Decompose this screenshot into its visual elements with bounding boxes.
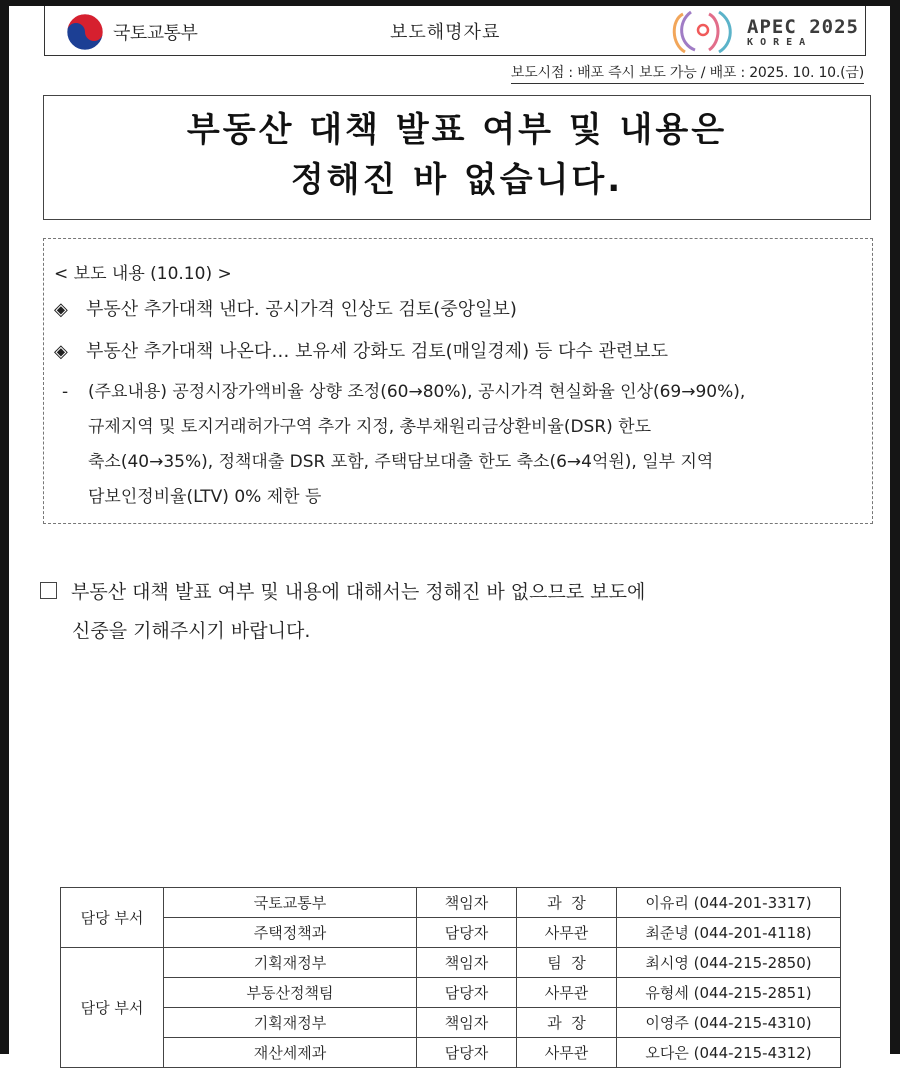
title-cell: 팀 장 (517, 948, 617, 978)
diamond-bullet-icon: ◈ (54, 341, 68, 362)
org-cell: 기획재정부 (164, 948, 417, 978)
report-details (62, 375, 862, 515)
report-item-text: 부동산 추가대책 나온다… 보유세 강화도 검토(매일경제) 등 다수 관련보도 (86, 341, 669, 362)
name-phone-cell: 이유리 (044-201-3317) (617, 888, 841, 918)
org-cell: 부동산정책팀 (164, 978, 417, 1008)
name-phone-cell: 유형세 (044-215-2851) (617, 978, 841, 1008)
table-row (61, 1008, 841, 1038)
release-info: 보도시점 : 배포 즉시 보도 가능 / 배포 : 2025. 10. 10.(금) (511, 62, 864, 84)
role-cell: 책임자 (417, 888, 517, 918)
name-phone-cell: 최시영 (044-215-2850) (617, 948, 841, 978)
headline-box (43, 95, 871, 220)
reports-heading: < 보도 내용 (10.10) > (54, 264, 232, 284)
contacts-table (60, 887, 841, 1068)
detail-dash: - (62, 382, 69, 402)
checkbox-square-icon (40, 582, 57, 599)
dept-label-cell: 담당 부서 (61, 948, 164, 1068)
apec-swirl-icon (669, 8, 741, 56)
role-cell: 담당자 (417, 918, 517, 948)
role-cell: 책임자 (417, 1008, 517, 1038)
taegeuk-emblem-icon (65, 12, 105, 52)
org-cell: 국토교통부 (164, 888, 417, 918)
role-cell: 담당자 (417, 978, 517, 1008)
title-cell: 사무관 (517, 918, 617, 948)
headline-line-2: 정해진 바 없습니다. (290, 160, 624, 200)
title-cell: 과 장 (517, 1008, 617, 1038)
detail-line: (주요내용) 공정시장가액비율 상향 조정(60→80%), 공시가격 현실화율 인상(69→90%), (88, 382, 746, 402)
dept-label-cell: 담당 부서 (61, 888, 164, 948)
headline-line-1: 부동산 대책 발표 여부 및 내용은 (186, 110, 728, 150)
name-phone-cell: 이영주 (044-215-4310) (617, 1008, 841, 1038)
apec-subtitle: KOREA (747, 37, 813, 48)
org-cell: 주택정책과 (164, 918, 417, 948)
diamond-bullet-icon: ◈ (54, 299, 68, 320)
reports-box (43, 238, 873, 524)
report-item (54, 337, 668, 363)
ministry-name: 국토교통부 (113, 23, 198, 44)
org-cell: 재산세제과 (164, 1038, 417, 1068)
ministry-logo (65, 12, 197, 52)
report-item-text: 부동산 추가대책 낸다. 공시가격 인상도 검토(중앙일보) (86, 299, 517, 320)
screen-edge-right (890, 0, 900, 1054)
title-cell: 사무관 (517, 1038, 617, 1068)
title-cell: 과 장 (517, 888, 617, 918)
org-cell: 기획재정부 (164, 1008, 417, 1038)
table-row (61, 978, 841, 1008)
table-row (61, 1038, 841, 1068)
name-phone-cell: 최준녕 (044-201-4118) (617, 918, 841, 948)
role-cell: 담당자 (417, 1038, 517, 1068)
apec-logo (669, 8, 859, 56)
detail-line: 규제지역 및 토지거래허가구역 추가 지정, 총부채원리금상환비율(DSR) 한도 (88, 417, 652, 437)
detail-line: 축소(40→35%), 정책대출 DSR 포함, 주택담보대출 한도 축소(6→4억원), 일부 지역 (88, 452, 714, 472)
apec-title: APEC 2025 (747, 16, 859, 38)
screen-edge-left (0, 0, 9, 1054)
detail-line: 담보인정비율(LTV) 0% 제한 등 (88, 487, 322, 507)
document-type: 보도해명자료 (390, 22, 501, 43)
table-row (61, 918, 841, 948)
report-item (54, 295, 517, 321)
title-cell: 사무관 (517, 978, 617, 1008)
notice-paragraph (40, 573, 870, 651)
table-row (61, 948, 841, 978)
table-row (61, 888, 841, 918)
name-phone-cell: 오다은 (044-215-4312) (617, 1038, 841, 1068)
role-cell: 책임자 (417, 948, 517, 978)
notice-line-2: 신중을 기해주시기 바랍니다. (72, 620, 311, 642)
notice-line-1: 부동산 대책 발표 여부 및 내용에 대해서는 정해진 바 없으므로 보도에 (71, 581, 646, 603)
document-header (44, 6, 866, 56)
